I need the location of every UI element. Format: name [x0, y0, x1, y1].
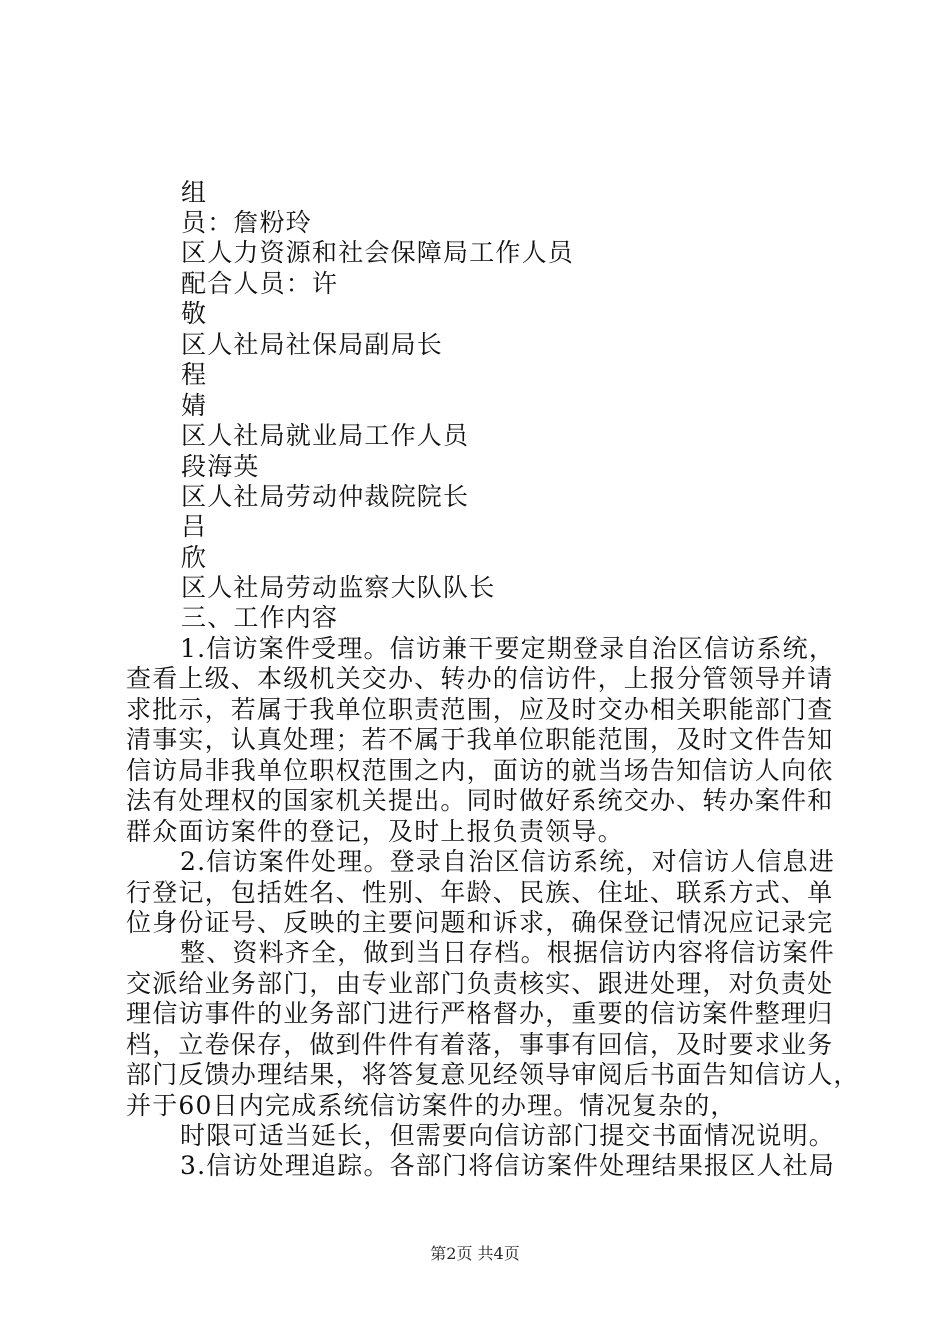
text-line: 区人力资源和社会保障局工作人员 — [181, 238, 575, 267]
text-line: 位身份证号、反映的主要问题和诉求，确保登记情况应记录完 — [126, 908, 834, 937]
text-line: 整、资料齐全，做到当日存档。根据信访内容将信访案件 — [180, 938, 836, 967]
text-line: 区人社局劳动仲裁院院长 — [181, 482, 470, 511]
text-line: 信访局非我单位职权范围之内，面访的就当场告知信访人向依 — [126, 756, 834, 785]
text-line: 2.信访案件处理。登录自治区信访系统，对信访人信息进 — [180, 847, 836, 876]
text-line: 行登记，包括姓名、性别、年龄、民族、住址、联系方式、单 — [126, 878, 834, 907]
text-line: 婧 — [181, 391, 208, 420]
text-line: 组 — [181, 178, 208, 207]
text-line: 区人社局就业局工作人员 — [181, 421, 470, 450]
text-line: 法有处理权的国家机关提出。同时做好系统交办、转办案件和 — [126, 786, 834, 815]
text-line: 区人社局社保局副局长 — [181, 330, 444, 359]
text-line: 部门反馈办理结果，将答复意见经领导审阅后书面告知信访人， — [126, 1060, 860, 1089]
text-line: 清事实，认真处理；若不属于我单位职能范围，及时文件告知 — [126, 725, 834, 754]
text-line: 并于60日内完成系统信访案件的办理。情况复杂的， — [126, 1091, 737, 1120]
text-line: 群众面访案件的登记，及时上报负责领导。 — [126, 817, 624, 846]
text-line: 3.信访处理追踪。各部门将信访案件处理结果报区人社局 — [180, 1151, 836, 1180]
text-line: 敬 — [181, 299, 208, 328]
text-line: 欣 — [181, 543, 208, 572]
text-line: 吕 — [181, 512, 208, 541]
text-line: 程 — [181, 360, 208, 389]
text-line: 档，立卷保存，做到件件有着落，事事有回信，及时要求业务 — [126, 1030, 834, 1059]
text-line: 时限可适当延长，但需要向信访部门提交书面情况说明。 — [180, 1121, 836, 1150]
text-line: 配合人员：许 — [181, 269, 339, 298]
text-line: 段海英 — [181, 452, 260, 481]
text-line: 求批示，若属于我单位职责范围，应及时交办相关职能部门查 — [126, 695, 834, 724]
text-line: 区人社局劳动监察大队队长 — [181, 573, 496, 602]
text-line: 1.信访案件受理。信访兼干要定期登录自治区信访系统， — [180, 634, 836, 663]
page-number-footer: 第2页 共4页 — [430, 1244, 520, 1263]
text-line: 员：詹粉玲 — [181, 208, 313, 237]
text-line: 交派给业务部门，由专业部门负责核实、跟进处理，对负责处 — [126, 969, 834, 998]
text-line: 理信访事件的业务部门进行严格督办，重要的信访案件整理归 — [126, 999, 834, 1028]
section-heading: 三、工作内容 — [181, 603, 339, 632]
text-line: 查看上级、本级机关交办、转办的信访件，上报分管领导并请 — [126, 664, 834, 693]
